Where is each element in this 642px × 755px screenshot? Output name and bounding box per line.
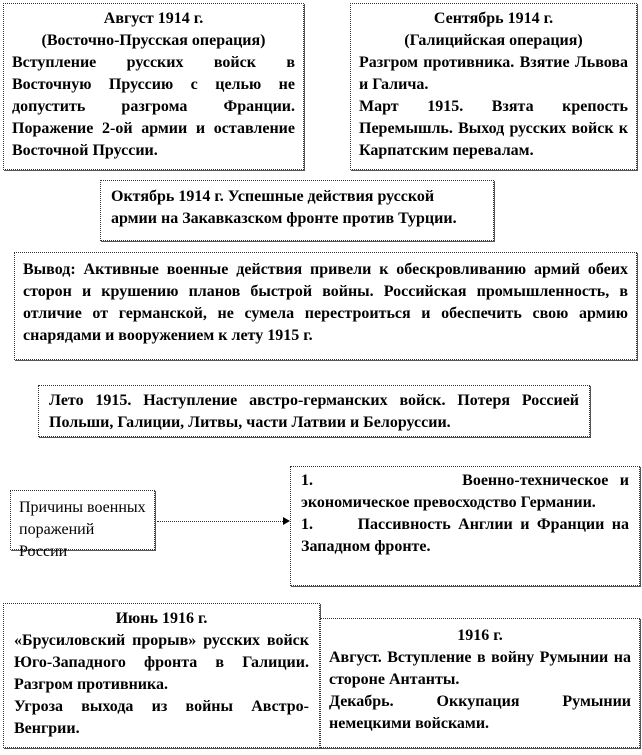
box-text: Март 1915. Взята крепость Перемышль. Выход русских войск к Карпатским перевалам.	[359, 98, 628, 159]
list-text: Военно-техническое и экономическое превосходство Германии.	[301, 472, 629, 511]
box-text: Наступление австро-германских войск. Потеря Россией Польши, Галиции, Литвы, части Латвии и Белоруссии.	[49, 392, 580, 431]
box-summer-1915	[38, 385, 590, 437]
arrow-line	[157, 521, 285, 522]
box-label: Август.	[329, 649, 382, 666]
box-text	[329, 691, 631, 735]
box-september-1914	[350, 3, 637, 170]
box-causes-list	[290, 466, 640, 586]
box-title: Сентябрь 1914 г.	[433, 10, 554, 27]
box-text-august: Вступление в войну Румынии на стороне Антанты.	[329, 649, 631, 688]
box-october-1914	[100, 180, 494, 241]
box-june-1916	[3, 603, 320, 748]
box-label: Декабрь.	[329, 693, 394, 710]
box-text: Активные военные действия привели к обескровливанию армий обеих сторон и крушению планов быстрой войны. Российская промышленность, в отличие от германской, не сумела перестроиться и обеспечить свою армию снарядами и вооружением к лету 1915 г.	[23, 261, 629, 344]
box-august-1914	[3, 3, 304, 170]
box-subtitle: (Галицийская операция)	[404, 32, 583, 49]
box-text	[329, 647, 631, 691]
box-text: Угроза выхода из войны Австро-Венгрии.	[14, 698, 309, 737]
arrow-head-icon	[283, 517, 290, 525]
box-text: «Брусиловский прорыв» русских войск Юго-Западного фронта в Галиции. Разгром противника.	[14, 632, 309, 693]
box-subtitle: (Восточно-Прусская операция)	[41, 32, 266, 49]
list-text: Пассивность Англии и Франции на Западном фронте.	[301, 516, 630, 555]
box-text: Разгром противника. Взятие Львова и Галича.	[359, 54, 628, 93]
box-title: 1916 г.	[457, 627, 503, 644]
box-title: Август 1914 г.	[103, 10, 204, 27]
box-label: Вывод:	[23, 261, 76, 278]
box-title: Июнь 1916 г.	[115, 610, 208, 627]
box-text: Причины военных поражений России	[19, 499, 146, 560]
box-conclusion	[14, 252, 637, 360]
list-item	[301, 470, 629, 514]
list-item	[301, 514, 629, 558]
box-1916	[320, 618, 640, 748]
box-label: Лето 1915.	[49, 392, 132, 409]
list-number: 1.	[301, 516, 313, 533]
box-label: Октябрь 1914 г.	[111, 188, 224, 205]
box-text: Вступление русских войск в Восточную Пруссию с целью не допустить разгрома Франции. Поражение 2-ой армии и оставление Восточной Пруссии.	[12, 54, 295, 159]
box-causes	[10, 490, 155, 560]
list-number: 1.	[301, 472, 313, 489]
box-text-december: Оккупация Румынии немецкими войсками.	[329, 693, 631, 732]
box-text: Успешные действия русской армии на Закавказском фронте против Турции.	[111, 188, 457, 227]
